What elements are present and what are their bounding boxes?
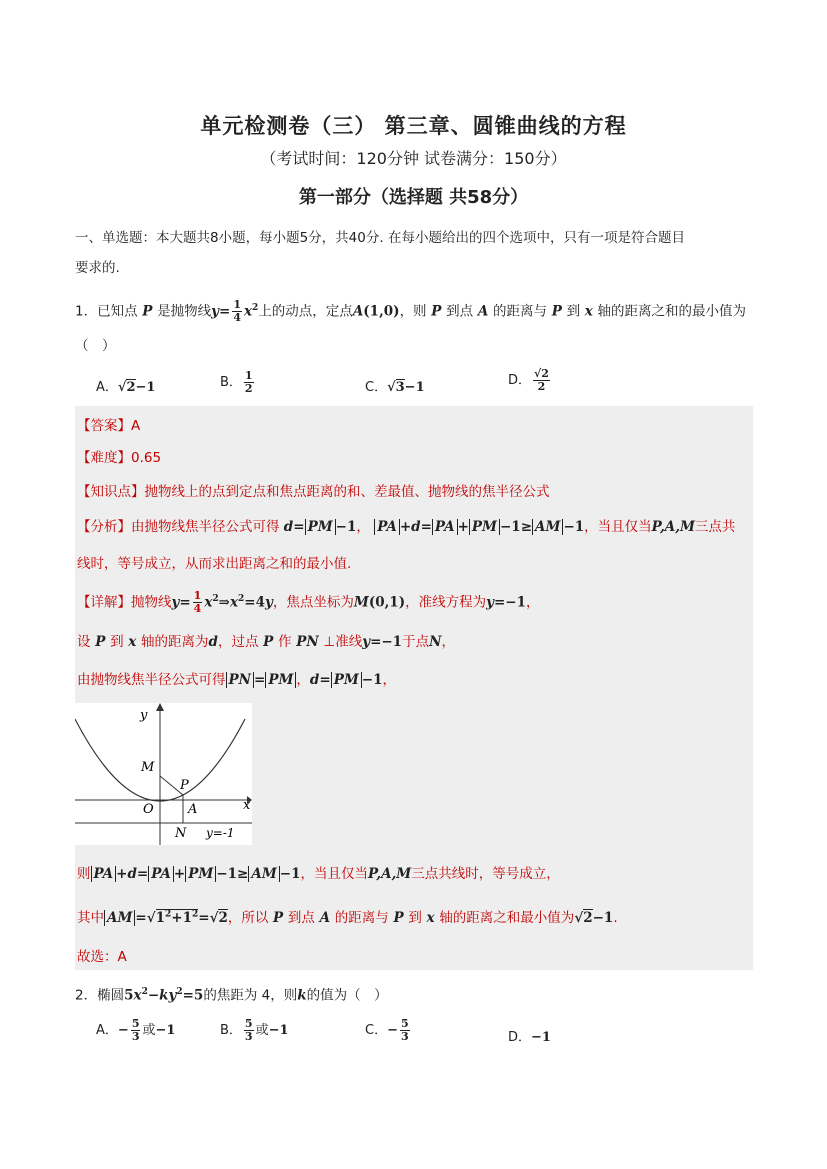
exam-info: （考试时间：120分钟 试卷满分：150分）: [260, 149, 567, 168]
part-heading: 第一部分（选择题 共58分）: [298, 187, 529, 208]
question-1-paren: （ ）: [75, 338, 116, 354]
detail-line4: 则 PA +d= PA + PM −1≥ AM −1，当且仅当P,A,M三点共线时，等号成立，: [77, 866, 560, 882]
y-axis-arrow: [156, 703, 164, 711]
q2-option-b: B． $\frac{5}{3}$ 或−1: [220, 1017, 289, 1043]
analysis-line1: 【分析】由抛物线焦半径公式可得 d= PM −1， PA +d= PA + PM −1≥ AM −1，当且仅当P,A,M三点共: [77, 519, 736, 535]
question-number: 2．: [75, 987, 98, 1004]
q1-option-d: D． $\frac{√2}{2}$: [508, 367, 549, 393]
detail-line2: 设 P 到 x 轴的距离为d，过点 P 作 PN ⊥准线y=−1于点N，: [77, 634, 455, 650]
label-o: O: [143, 802, 154, 817]
detail-line1: 【详解】抛物线y= $\frac{1}{4}$ $x^2\Rightarrow x^2=4y$，焦点坐标为M(0,1)，准线方程为y=−1，: [77, 589, 540, 615]
page-title: 单元检测卷（三） 第三章、圆锥曲线的方程: [200, 114, 627, 138]
parabola-diagram: [75, 703, 252, 845]
label-m: M: [141, 760, 155, 775]
q2-option-d: D．−1: [508, 1030, 551, 1045]
section-intro-line2: 要求的.: [75, 260, 120, 276]
detail-line3: 由抛物线焦半径公式可得 PN = PM ，d= PM −1，: [77, 672, 397, 688]
detail-line5: 其中 AM $=√1^2+1^2=√2$，所以 P 到点 A 的距离与 P 到 x 轴的距离之和最小值为√2−1.: [77, 909, 618, 926]
knowledge-line: 【知识点】抛物线上的点到定点和焦点距离的和、差最值、抛物线的焦半径公式: [77, 484, 550, 500]
analysis-line2: 线时，等号成立，从而求出距离之和的最小值.: [77, 556, 352, 572]
conclusion-line: 故选：A: [77, 949, 127, 965]
difficulty-line: 【难度】0.65: [77, 450, 162, 466]
q2-option-c: C．− $\frac{5}{3}$: [365, 1017, 409, 1043]
label-directrix: y=-1: [206, 826, 235, 840]
label-n: N: [175, 826, 187, 841]
question-1-stem: 1．已知点 P 是抛物线y= $\frac{1}{4}$ $x^2$上的动点，定点A(1,0)，则 P 到点 A 的距离与 P 到 x 轴的距离之和的最小值为: [75, 298, 747, 324]
parabola-figure: [75, 703, 252, 845]
label-x: x: [243, 798, 251, 813]
q1-option-b: B． $\frac{1}{2}$: [220, 369, 253, 395]
label-p: P: [180, 778, 189, 793]
q1-option-c: C．√3−1: [365, 380, 425, 395]
label-y: y: [140, 708, 148, 723]
q1-option-a: A．√2−1: [96, 380, 156, 395]
answer-line: 【答案】A: [77, 418, 141, 434]
section-intro-line1: 一、单选题：本大题共8小题，每小题5分，共40分. 在每小题给出的四个选项中，只有一项是符合题目: [75, 230, 685, 246]
label-a: A: [188, 802, 198, 817]
question-number: 1．: [75, 303, 98, 320]
q2-option-a: A．− $\frac{5}{3}$ 或−1: [96, 1017, 176, 1043]
question-2-stem: 2．椭圆$5x^2-ky^2=5$的焦距为 4，则k的值为（ ）: [75, 987, 388, 1004]
